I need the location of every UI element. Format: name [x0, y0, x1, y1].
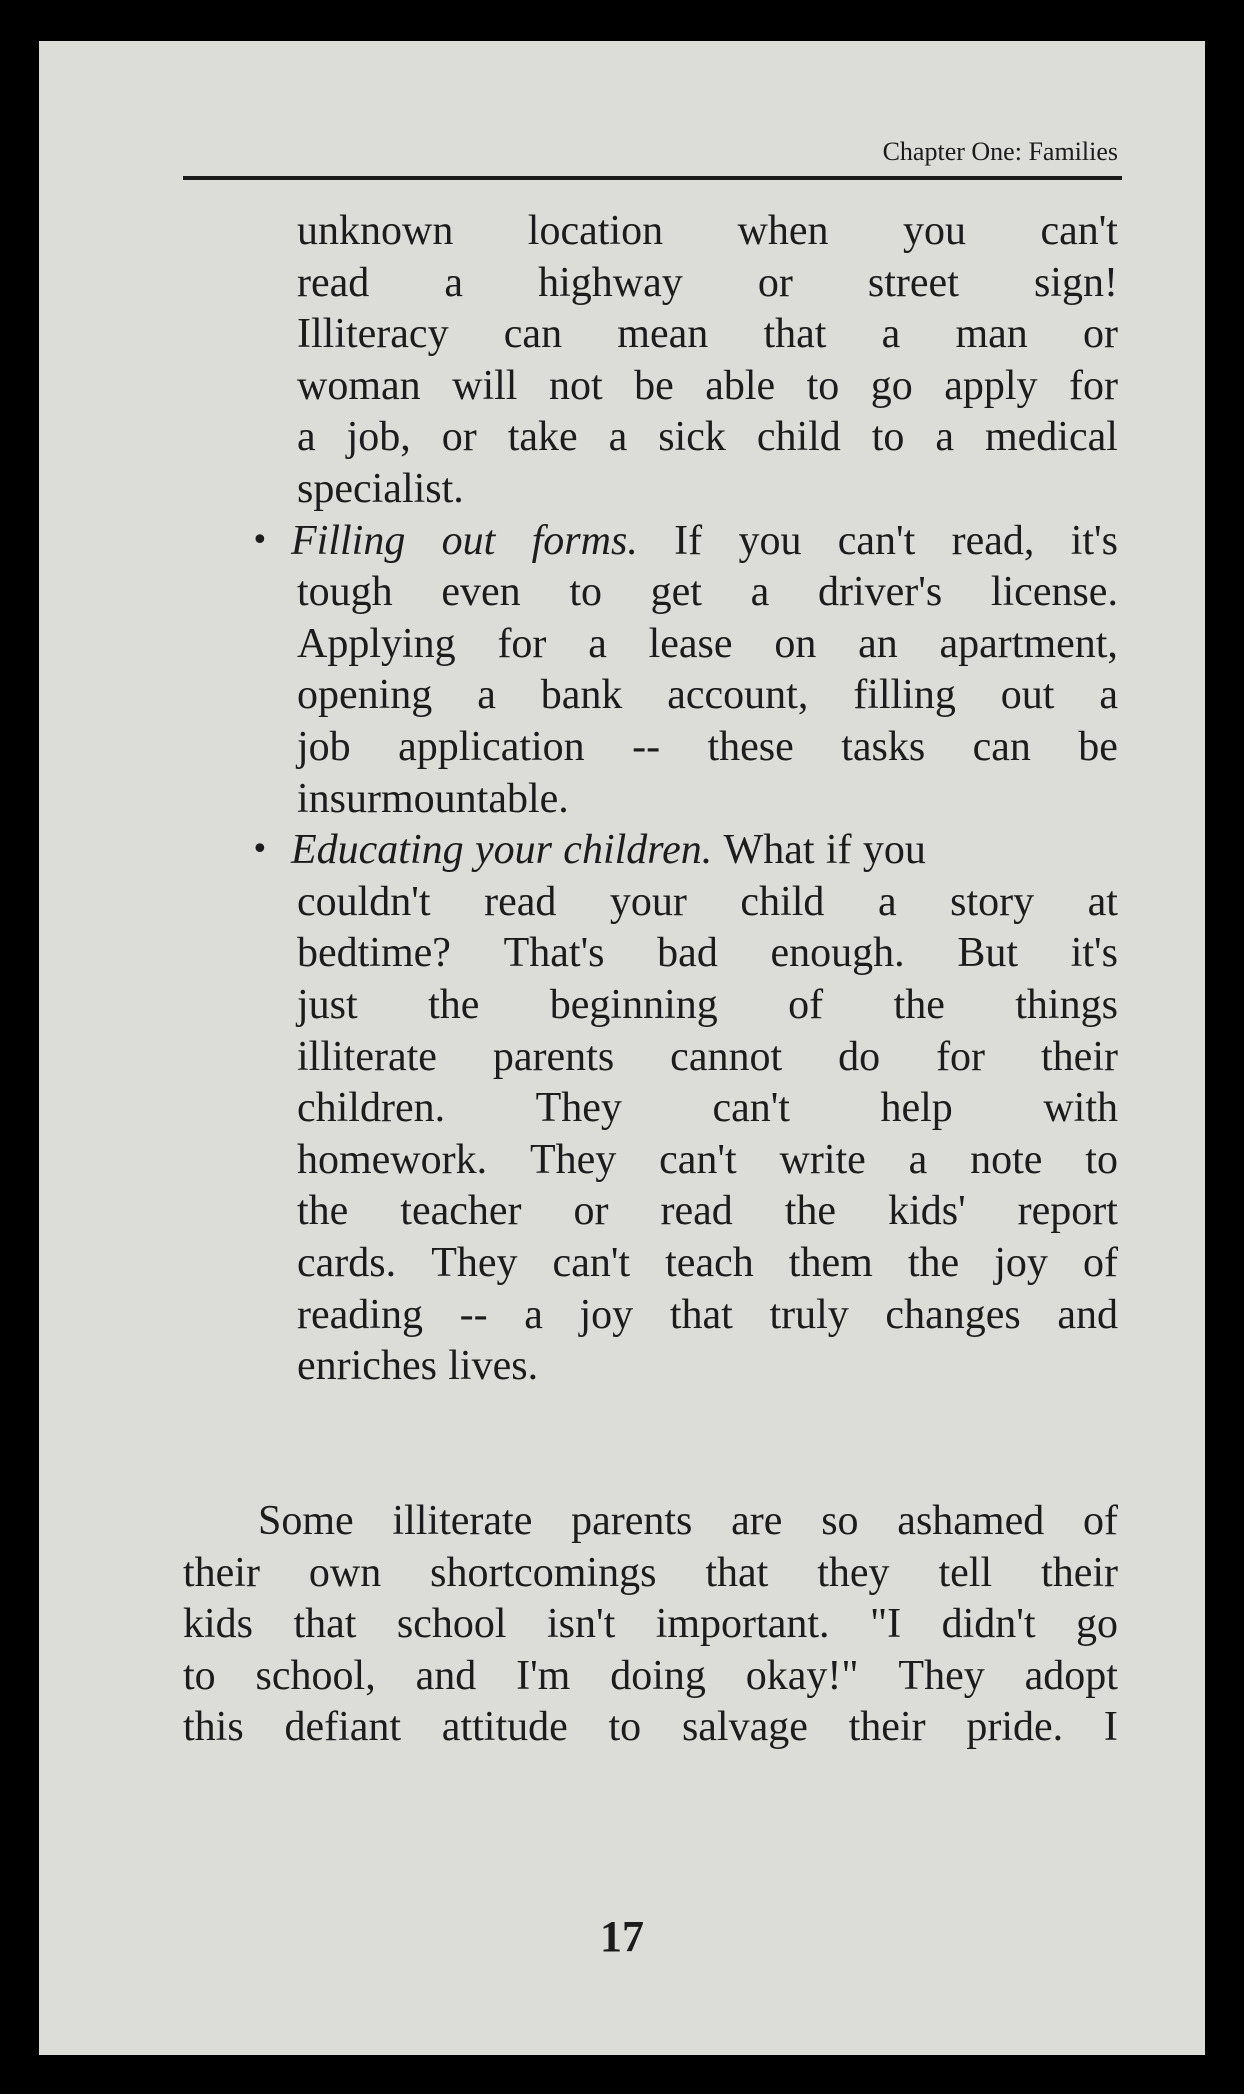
- list-text-line: Applying for a lease on an apartment,: [297, 621, 1118, 667]
- list-text-line: bedtime? That's bad enough. But it's: [297, 930, 1118, 976]
- paragraph-text-line: their own shortcomings that they tell their: [183, 1550, 1118, 1596]
- list-text-line: woman will not be able to go apply for: [297, 363, 1118, 409]
- bullet-icon: •: [251, 523, 269, 558]
- list-text-line: couldn't read your child a story at: [297, 879, 1118, 925]
- paragraph-text-line: kids that school isn't important. "I didn't go: [183, 1601, 1118, 1647]
- list-text-line: unknown location when you can't: [297, 208, 1118, 254]
- bullet-icon: •: [251, 832, 269, 867]
- list-text-line: just the beginning of the things: [297, 982, 1118, 1028]
- running-head: Chapter One: Families: [882, 137, 1118, 166]
- list-text-line: Illiteracy can mean that a man or: [297, 311, 1118, 357]
- list-text-line: opening a bank account, filling out a: [297, 672, 1118, 718]
- list-text-line: illiterate parents cannot do for their: [297, 1034, 1118, 1080]
- page-number: 17: [600, 1912, 644, 1961]
- list-text-line: tough even to get a driver's license.: [297, 569, 1118, 615]
- list-text-line: insurmountable.: [297, 776, 569, 822]
- list-text-line: cards. They can't teach them the joy of: [297, 1240, 1118, 1286]
- list-text-line: children. They can't help with: [297, 1085, 1118, 1131]
- list-text-line: Filling out forms. If you can't read, it's: [291, 518, 1118, 564]
- list-text-line: enriches lives.: [297, 1343, 539, 1389]
- book-page: [39, 41, 1205, 2055]
- list-text-line: reading -- a joy that truly changes and: [297, 1292, 1118, 1338]
- header-rule: [183, 176, 1122, 180]
- list-text-line: the teacher or read the kids' report: [297, 1188, 1118, 1234]
- paragraph-text-line: to school, and I'm doing okay!" They adopt: [183, 1653, 1118, 1699]
- list-text-line: job application -- these tasks can be: [297, 724, 1118, 770]
- list-text-line: Educating your children. What if you: [291, 827, 926, 873]
- list-text-line: read a highway or street sign!: [297, 260, 1118, 306]
- list-text-line: specialist.: [297, 466, 464, 512]
- paragraph-text-line: Some illiterate parents are so ashamed of: [258, 1498, 1118, 1544]
- list-text-line: a job, or take a sick child to a medical: [297, 414, 1118, 460]
- list-text-line: homework. They can't write a note to: [297, 1137, 1118, 1183]
- paragraph-text-line: this defiant attitude to salvage their pride. I: [183, 1704, 1118, 1750]
